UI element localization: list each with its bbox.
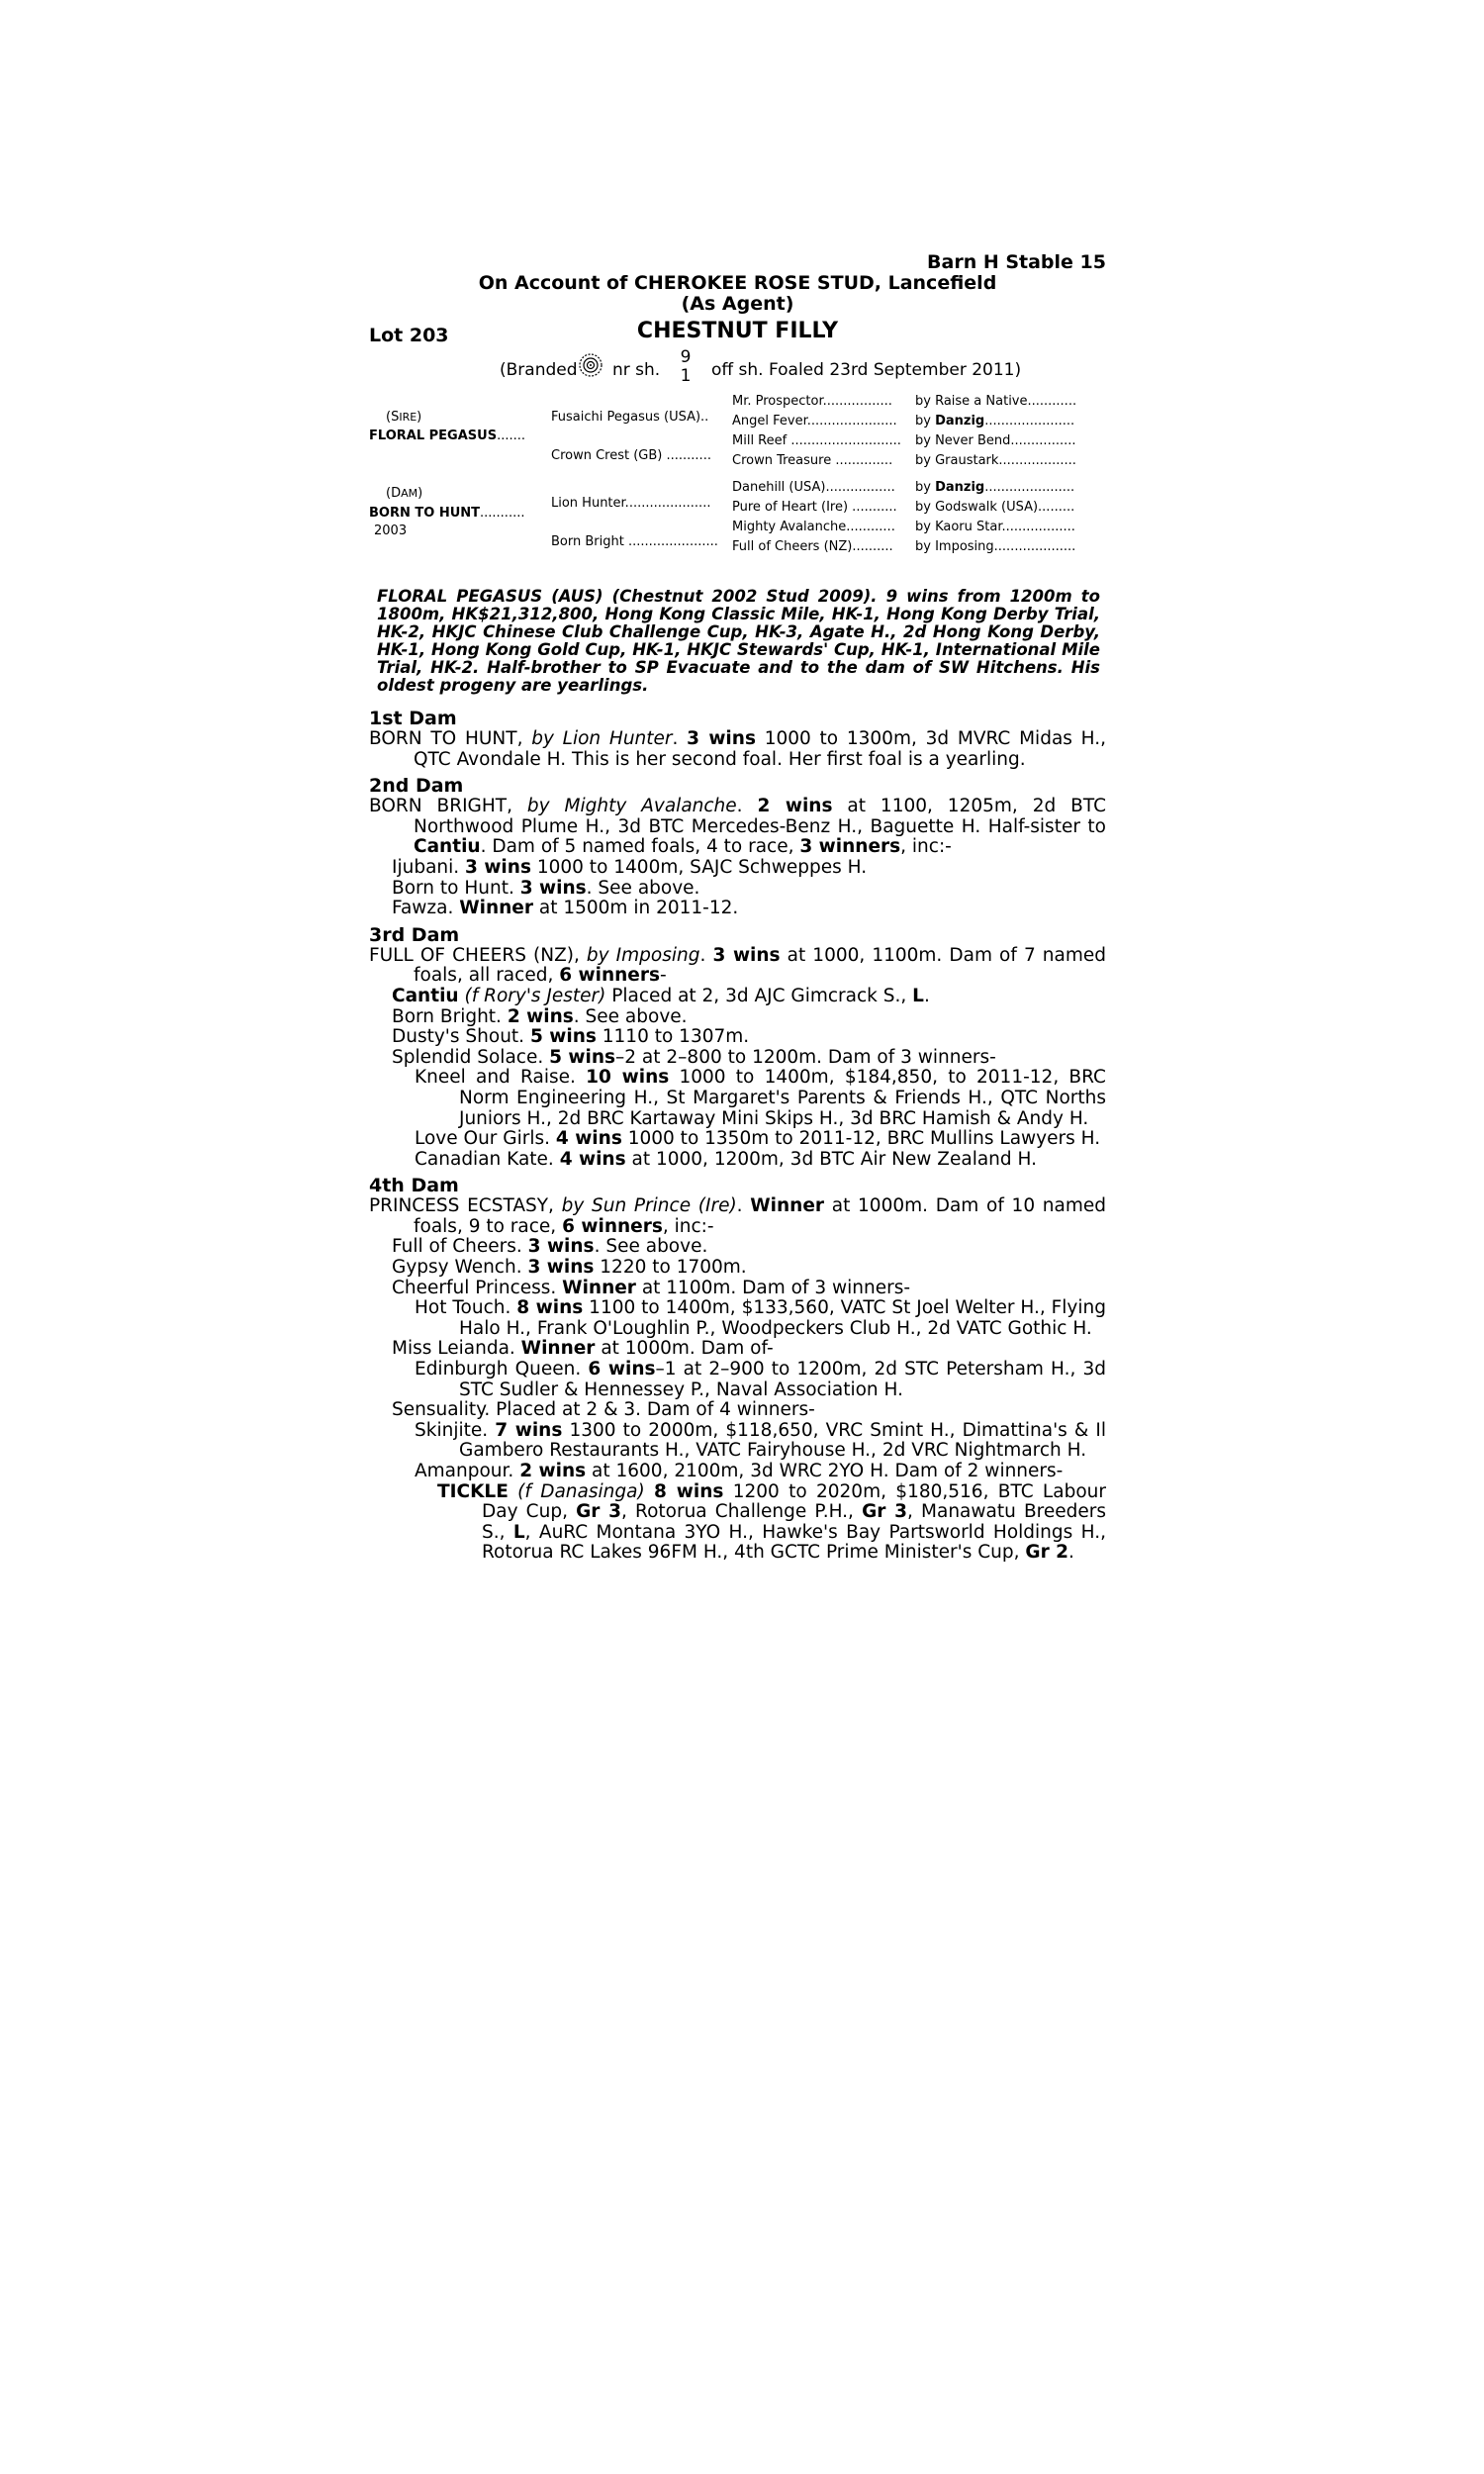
progeny-entry	[369, 879, 1106, 900]
progeny-entry	[369, 1421, 1106, 1462]
brand-number	[678, 348, 694, 386]
text-run: at 1100m. Dam of 3 winners-	[635, 1277, 911, 1298]
text-run: 1000 to 1400m, $184,850, to 2011-12, BRC Norm Engineering H., St Margaret's Parents & Friends H., QTC Norths Juniors H., 2d BRC Kartaway Mini Skips H., 3d BRC Hamish & Andy H.	[459, 1067, 1106, 1129]
text-run: 2 wins	[519, 1461, 587, 1481]
pedigree-gen3: Angel Fever......................	[732, 414, 897, 428]
vendor-account: On Account of CHEROKEE ROSE STUD, Lancefield	[478, 272, 997, 294]
text-run: by Imposing	[586, 944, 700, 966]
text-run: 8 wins	[654, 1480, 724, 1502]
text-run: 3 wins	[712, 944, 781, 966]
text-run: 3 wins	[687, 728, 756, 749]
text-run: Gr 3	[862, 1501, 907, 1523]
lot-row	[369, 317, 1106, 350]
dam-section	[369, 709, 1106, 770]
text-run: Cheerful Princess.	[392, 1277, 563, 1298]
text-run: 3 wins	[519, 877, 587, 899]
text-run: at 1100, 1205m, 2d BTC Northwood Plume H., 3d BTC Mercedes-Benz H., Baguette H. Half-sister to	[414, 796, 1106, 837]
dam-section	[369, 1176, 1106, 1564]
text-run: Sensuality. Placed at 2 & 3. Dam of 4 winners-	[392, 1399, 815, 1421]
text-run: 3 wins	[465, 856, 531, 878]
dam-entry	[369, 1196, 1106, 1237]
text-run: Winner	[459, 898, 533, 919]
text-run: FULL OF CHEERS (NZ),	[369, 944, 587, 966]
dam-heading: 2nd Dam	[369, 775, 464, 798]
agent-note: (As Agent)	[681, 293, 794, 315]
text-run: PRINCESS ECSTASY,	[369, 1195, 562, 1217]
brand-prefix: (Branded	[500, 360, 578, 380]
text-run: 3 wins	[527, 1236, 595, 1258]
dam-heading: 1st Dam	[369, 708, 457, 729]
text-run: Gypsy Wench.	[392, 1257, 528, 1279]
text-run: 5 wins	[549, 1046, 616, 1068]
text-run: at 1600, 2100m, 3d WRC 2YO H. Dam of 2 winners-	[586, 1461, 1064, 1481]
pedigree-gen2: Fusaichi Pegasus (USA)..	[551, 410, 709, 425]
text-run: 3 wins	[527, 1257, 595, 1279]
text-run: .	[672, 728, 688, 749]
text-run: . See above.	[594, 1236, 708, 1258]
brand-number-bottom: 1	[680, 366, 692, 386]
text-run: BORN TO HUNT,	[369, 728, 532, 749]
text-run: , inc:-	[900, 836, 952, 858]
pedigree-gen3: Danehill (USA).................	[732, 480, 895, 495]
pedigree-gen4: by Danzig......................	[915, 480, 1075, 495]
pedigree-gen4: by Godswalk (USA).........	[915, 500, 1075, 515]
dam-entry	[369, 797, 1106, 858]
pedigree-gen3: Crown Treasure ..............	[732, 453, 893, 468]
barn-stable: Barn H Stable 15	[927, 251, 1106, 273]
progeny-entry	[369, 858, 1106, 879]
brand-number-top: 9	[680, 347, 692, 367]
catalogue-page	[369, 252, 1106, 1564]
text-run: .	[736, 1195, 751, 1217]
text-run: 1000 to 1400m, SAJC Schweppes H.	[530, 856, 868, 878]
text-run: Ijubani.	[392, 856, 466, 878]
pedigree-gen3: Pure of Heart (Ire) ...........	[732, 500, 897, 515]
family-sections	[369, 709, 1106, 1564]
sire-name: FLORAL PEGASUS.......	[369, 428, 525, 443]
sire-label: (SIRE)	[386, 410, 422, 425]
lot-title: CHESTNUT FILLY	[636, 319, 839, 343]
text-run: 3 winners	[799, 836, 901, 858]
dam-label: (DAM)	[386, 486, 423, 501]
text-run: Dusty's Shout.	[392, 1026, 530, 1048]
text-run: (f Rory's Jester)	[464, 985, 606, 1006]
dam-name: BORN TO HUNT...........	[369, 506, 525, 521]
text-run: Cantiu	[414, 836, 481, 858]
text-run: Placed at 2, 3d AJC Gimcrack S.,	[605, 985, 913, 1006]
text-run: by Lion Hunter	[531, 728, 673, 749]
progeny-entry	[369, 1007, 1106, 1028]
lot-number: Lot 203	[369, 325, 449, 346]
pedigree-gen4: by Raise a Native............	[915, 394, 1077, 409]
text-run: . Dam of 5 named foals, 4 to race,	[480, 836, 800, 858]
text-run	[645, 1481, 654, 1502]
pedigree-gen2: Born Bright ......................	[551, 534, 718, 549]
text-run: .	[699, 944, 713, 966]
text-run: Full of Cheers.	[392, 1236, 528, 1258]
text-run: Winner	[562, 1277, 636, 1298]
pedigree-gen3: Mr. Prospector.................	[732, 394, 892, 409]
brand-line	[369, 347, 1106, 392]
text-run: (f Danasinga)	[517, 1480, 645, 1502]
text-run: 1000 to 1350m to 2011-12, BRC Mullins Lawyers H.	[621, 1128, 1101, 1150]
text-run: Splendid Solace.	[392, 1046, 550, 1068]
text-run: -	[660, 965, 667, 987]
brand-near-shoulder: nr sh.	[612, 360, 661, 380]
text-run: at 1000, 1100m. Dam of 7 named foals, all raced,	[414, 944, 1107, 987]
text-run: Winner	[520, 1338, 596, 1360]
dam-year: 2003	[374, 523, 408, 538]
text-run: 7 wins	[495, 1419, 563, 1441]
text-run: 1220 to 1700m.	[594, 1257, 747, 1279]
pedigree-gen4: by Never Bend................	[915, 433, 1076, 448]
text-run: 6 wins	[588, 1359, 656, 1380]
text-run: 1110 to 1307m.	[596, 1026, 750, 1048]
text-run: 8 wins	[516, 1297, 584, 1319]
text-run: Gr 3	[576, 1501, 622, 1523]
text-run: Born to Hunt.	[392, 877, 520, 899]
text-run: 6 winners	[562, 1215, 663, 1237]
pedigree-gen2: Lion Hunter.....................	[551, 496, 711, 511]
progeny-entry	[369, 1462, 1106, 1482]
text-run: 6 winners	[559, 965, 660, 987]
pedigree-gen3: Full of Cheers (NZ)..........	[732, 539, 893, 554]
text-run: at 1500m in 2011-12.	[532, 898, 739, 919]
text-run: 1200 to 2020m, $180,516, BTC Labour Day Cup,	[482, 1480, 1106, 1523]
progeny-entry	[369, 899, 1106, 919]
sire-summary: FLORAL PEGASUS (AUS) (Chestnut 2002 Stud 2009). 9 wins from 1200m to 1800m, HK$21,312,800, Hong Kong Classic Mile, HK-1, Hong Kong Derby Trial, HK-2, HKJC Chinese Club Challenge Cup, HK-3, Agate H., 2d Hong Kong Derby, HK-1, Hong Kong Gold Cup, HK-1, HKJC Stewards' Cup, HK-1, International Mile Trial, HK-2. Half-brother to SP Evacuate and to the dam of SW Hitchens. His oldest progeny are yearlings.	[377, 587, 1100, 695]
dam-entry	[369, 729, 1106, 770]
text-run: .	[1068, 1542, 1074, 1564]
pedigree-gen4: by Imposing....................	[915, 539, 1076, 554]
text-run: 1000 to 1300m, 3d MVRC Midas H., QTC Avondale H. This is her second foal. Her first foal is a yearling.	[414, 728, 1107, 770]
progeny-entry	[369, 1400, 1106, 1421]
text-run: Miss Leianda.	[392, 1338, 521, 1360]
dam-section	[369, 776, 1106, 919]
text-run: .	[923, 985, 930, 1006]
pedigree-gen3: Mill Reef ...........................	[732, 433, 901, 448]
pedigree-gen3: Mighty Avalanche............	[732, 520, 895, 534]
text-run: Born Bright.	[392, 1005, 508, 1027]
pedigree-table	[369, 394, 1106, 572]
brand-mark-icon	[578, 352, 603, 378]
text-run: 5 wins	[529, 1026, 597, 1048]
progeny-entry	[369, 1048, 1106, 1069]
text-run: at 1000m. Dam of-	[595, 1338, 774, 1360]
text-run: Kneel and Raise.	[415, 1067, 587, 1089]
text-run: . See above.	[573, 1005, 688, 1027]
text-run: 4 wins	[559, 1148, 626, 1170]
dam-section	[369, 925, 1106, 1171]
text-run: BORN BRIGHT,	[369, 796, 527, 817]
text-run: L	[912, 985, 924, 1006]
text-run: .	[736, 796, 758, 817]
dam-entry	[369, 946, 1106, 987]
text-run: 4 wins	[555, 1128, 622, 1150]
pedigree-gen2: Crown Crest (GB) ...........	[551, 448, 711, 463]
text-run: 1100 to 1400m, $133,560, VATC St Joel Welter H., Flying Halo H., Frank O'Loughlin P., Woodpeckers Club H., 2d VATC Gothic H.	[459, 1297, 1106, 1339]
progeny-entry	[369, 1298, 1106, 1339]
text-run: –1 at 2–900 to 1200m, 2d STC Petersham H., 3d STC Sudler & Hennessey P., Naval Association H.	[459, 1359, 1107, 1400]
text-run: Cantiu	[392, 985, 459, 1006]
text-run: , Manawatu Breeders S.,	[482, 1501, 1107, 1543]
progeny-entry	[369, 1068, 1106, 1129]
pedigree-gen4: by Danzig......................	[915, 414, 1075, 428]
text-run: L	[512, 1521, 525, 1543]
pedigree-gen4: by Kaoru Star..................	[915, 520, 1075, 534]
text-run: 10 wins	[586, 1067, 670, 1089]
text-run: by Mighty Avalanche	[526, 796, 737, 817]
progeny-entry	[369, 1150, 1106, 1171]
text-run: Edinburgh Queen.	[415, 1359, 589, 1380]
text-run: , Rotorua Challenge P.H.,	[621, 1501, 863, 1523]
pedigree-gen4: by Graustark...................	[915, 453, 1076, 468]
progeny-entry	[369, 1482, 1106, 1564]
text-run: Gr 2	[1025, 1542, 1069, 1564]
progeny-entry	[369, 1258, 1106, 1279]
text-run: Winner	[750, 1195, 825, 1217]
text-run: Love Our Girls.	[415, 1128, 556, 1150]
dam-heading: 3rd Dam	[369, 923, 460, 946]
text-run: , AuRC Montana 3YO H., Hawke's Bay Partsworld Holdings H., Rotorua RC Lakes 96FM H., 4th GCTC Prime Minister's Cup,	[482, 1521, 1106, 1564]
progeny-entry	[369, 1360, 1106, 1400]
text-run: Fawza.	[392, 898, 460, 919]
text-run: TICKLE	[437, 1480, 509, 1502]
progeny-entry	[369, 1237, 1106, 1258]
brand-suffix: off sh. Foaled 23rd September 2011)	[711, 360, 1022, 380]
text-run: . See above.	[586, 877, 700, 899]
text-run: Skinjite.	[415, 1419, 496, 1441]
text-run: Amanpour.	[415, 1461, 520, 1481]
text-run: by Sun Prince (Ire)	[561, 1195, 737, 1217]
text-run: 2 wins	[507, 1005, 574, 1027]
text-run: , inc:-	[662, 1215, 714, 1237]
text-run: 2 wins	[757, 796, 833, 817]
text-run: Hot Touch.	[415, 1297, 517, 1319]
text-run: –2 at 2–800 to 1200m. Dam of 3 winners-	[615, 1046, 996, 1068]
progeny-entry	[369, 987, 1106, 1007]
text-run	[509, 1481, 517, 1502]
progeny-entry	[369, 1027, 1106, 1048]
text-run: Canadian Kate.	[415, 1148, 560, 1170]
text-run: 1300 to 2000m, $118,650, VRC Smint H., Dimattina's & Il Gambero Restaurants H., VATC Fairyhouse H., 2d VRC Nightmarch H.	[459, 1419, 1106, 1462]
progeny-entry	[369, 1279, 1106, 1299]
dam-heading: 4th Dam	[369, 1175, 459, 1197]
text-run: at 1000m. Dam of 10 named foals, 9 to race,	[414, 1195, 1107, 1237]
text-run: at 1000, 1200m, 3d BTC Air New Zealand H.	[625, 1148, 1037, 1170]
progeny-entry	[369, 1339, 1106, 1360]
progeny-entry	[369, 1129, 1106, 1150]
